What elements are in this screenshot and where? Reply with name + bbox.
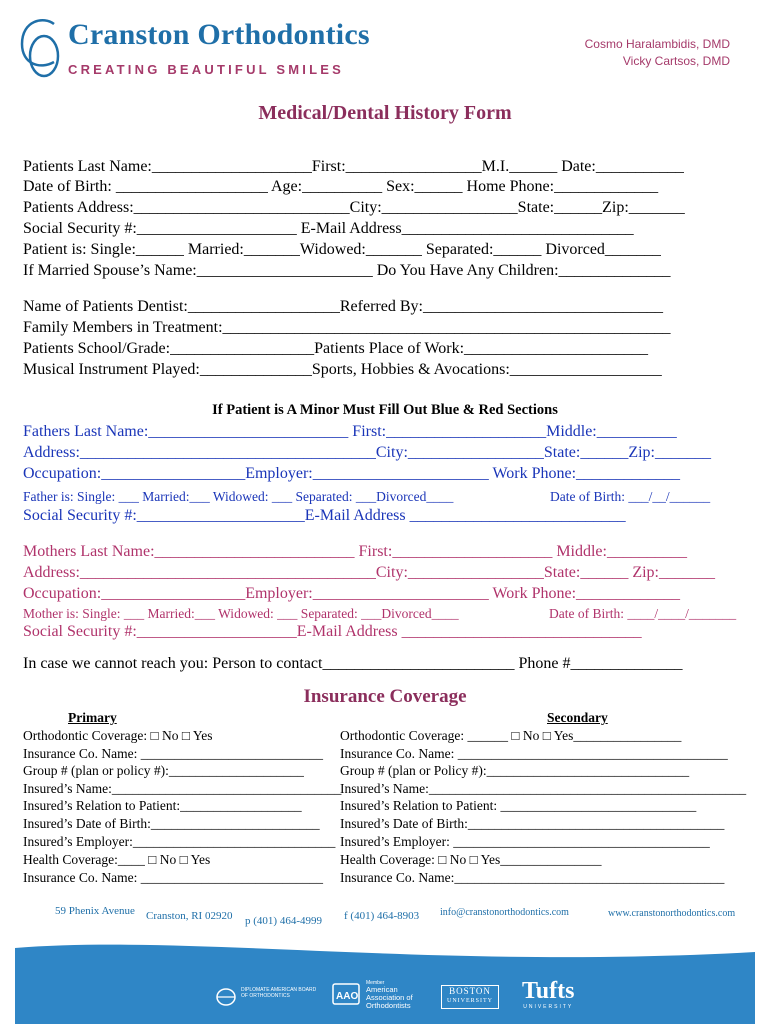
form-line[interactable]: Social Security #:____________________E-Mail Address ______________________________	[23, 623, 642, 640]
footer-email[interactable]: info@cranstonorthodontics.com	[440, 907, 569, 918]
form-line[interactable]: Date of Birth: ____/____/_______	[549, 606, 737, 621]
doctor-name: Vicky Cartsos, DMD	[622, 54, 730, 68]
form-line[interactable]: Insured’s Employer:______________________________	[23, 834, 336, 849]
form-line[interactable]: In case we cannot reach you: Person to contact________________________ Phone #______________	[23, 655, 683, 672]
form-line[interactable]: Father is: Single: ___ Married:___ Widowed: ___ Separated: ___Divorced____	[23, 489, 454, 504]
bu-text: BOSTON	[449, 986, 491, 996]
form-line[interactable]: Occupation:__________________Employer:______________________ Work Phone:_____________	[23, 585, 681, 602]
form-line[interactable]: Social Security #:_____________________E-Mail Address ___________________________	[23, 507, 626, 524]
doctor-name: Cosmo Haralambidis, DMD	[584, 37, 730, 51]
footer-website[interactable]: www.cranstonorthodontics.com	[608, 908, 736, 919]
form-line[interactable]: Patient is: Single:______ Married:_______Widowed:_______ Separated:______ Divorced_______	[23, 241, 661, 258]
form-line[interactable]: Group # (plan or Policy #):______________________________	[340, 763, 690, 778]
form-line[interactable]: Orthodontic Coverage: ______ □ No □ Yes________________	[340, 728, 682, 743]
footer-phone: p (401) 464-4999	[245, 915, 322, 927]
form-line[interactable]: Family Members in Treatment:________________________________________________________	[23, 319, 671, 336]
form-line[interactable]: Insured’s Name:__________________________________	[23, 781, 342, 796]
form-line[interactable]: Insurance Co. Name:________________________________________	[340, 870, 725, 885]
form-line[interactable]: Insured’s Date of Birth:______________________________________	[340, 816, 725, 831]
form-line[interactable]: Musical Instrument Played:______________Sports, Hobbies & Avocations:___________________	[23, 361, 662, 378]
footer-city: Cranston, RI 02920	[146, 910, 233, 922]
logo-mark	[14, 14, 64, 80]
form-line[interactable]: Patients Last Name:____________________First:_________________M.I.______ Date:___________	[23, 158, 684, 175]
form-line[interactable]: Insured’s Date of Birth:_________________________	[23, 816, 320, 831]
form-line[interactable]: Date of Birth: ___________________ Age:__________ Sex:______ Home Phone:_____________	[23, 178, 659, 195]
form-line[interactable]: Group # (plan or policy #):____________________	[23, 763, 304, 778]
bu-sub-text: UNIVERSITY	[447, 998, 493, 1004]
svg-text:AAO: AAO	[336, 991, 359, 1002]
form-line[interactable]: Health Coverage: □ No □ Yes_______________	[340, 852, 602, 867]
primary-label: Primary	[68, 710, 117, 725]
abo-text: DIPLOMATE AMERICAN BOARD OF ORTHODONTICS	[241, 987, 317, 999]
insurance-title: Insurance Coverage	[303, 686, 467, 707]
form-line[interactable]: Date of Birth: ___/__/______	[550, 489, 711, 504]
practice-name: Cranston Orthodontics	[68, 18, 370, 51]
form-line[interactable]: Occupation:__________________Employer:______________________ Work Phone:_____________	[23, 465, 681, 482]
form-line[interactable]: Mother is: Single: ___ Married:___ Widowed: ___ Separated: ___Divorced____	[23, 606, 459, 621]
form-line[interactable]: Name of Patients Dentist:___________________Referred By:______________________________	[23, 298, 663, 315]
secondary-label: Secondary	[547, 710, 608, 725]
form-line[interactable]: Fathers Last Name:_________________________ First:____________________Middle:__________	[23, 423, 677, 440]
form-line[interactable]: Insurance Co. Name: ___________________________	[23, 746, 323, 761]
aao-text: American Association of Orthodontists	[366, 985, 413, 1010]
form-line[interactable]: Patients Address:___________________________City:_________________State:______Zip:_______	[23, 199, 685, 216]
form-line[interactable]: Insured’s Employer: ______________________________________	[340, 834, 710, 849]
bu-badge	[441, 985, 499, 1009]
form-line[interactable]: Address:_____________________________________City:_________________State:______ Zip:_______	[23, 564, 715, 581]
form-line[interactable]: Orthodontic Coverage: □ No □ Yes	[23, 728, 213, 743]
form-line[interactable]: Insurance Co. Name: ___________________________	[23, 870, 323, 885]
aao-logo-icon	[332, 982, 362, 1008]
practice-tagline: CREATING BEAUTIFUL SMILES	[68, 62, 344, 77]
tufts-text: Tufts	[522, 978, 575, 1004]
footer-street: 59 Phenix Avenue	[55, 905, 135, 917]
abo-logo-icon	[215, 987, 237, 1007]
form-line[interactable]: Health Coverage:____ □ No □ Yes	[23, 852, 211, 867]
form-line[interactable]: Insured’s Relation to Patient: _____________________________	[340, 798, 697, 813]
form-line[interactable]: If Married Spouse’s Name:______________________ Do You Have Any Children:______________	[23, 262, 671, 279]
tufts-badge	[522, 978, 574, 1010]
form-title: Medical/Dental History Form	[258, 102, 512, 124]
form-line[interactable]: Insured’s Name:_______________________________________________	[340, 781, 747, 796]
form-line[interactable]: Address:_____________________________________City:_________________State:______Zip:_______	[23, 444, 711, 461]
doctor-list	[585, 36, 730, 70]
form-line[interactable]: Insured’s Relation to Patient:__________________	[23, 798, 302, 813]
aao-member-text: Member	[366, 980, 385, 986]
minor-heading: If Patient is A Minor Must Fill Out Blue & Red Sections	[212, 402, 558, 418]
form-line[interactable]: Patients School/Grade:__________________Patients Place of Work:_______________________	[23, 340, 649, 357]
footer-fax: f (401) 464-8903	[344, 910, 420, 922]
form-line[interactable]: Insurance Co. Name: ________________________________________	[340, 746, 728, 761]
form-line[interactable]: Social Security #:____________________ E-Mail Address_____________________________	[23, 220, 634, 237]
form-line[interactable]: Mothers Last Name:_________________________ First:____________________ Middle:__________	[23, 543, 687, 560]
tufts-sub-text: UNIVERSITY	[523, 1004, 574, 1010]
